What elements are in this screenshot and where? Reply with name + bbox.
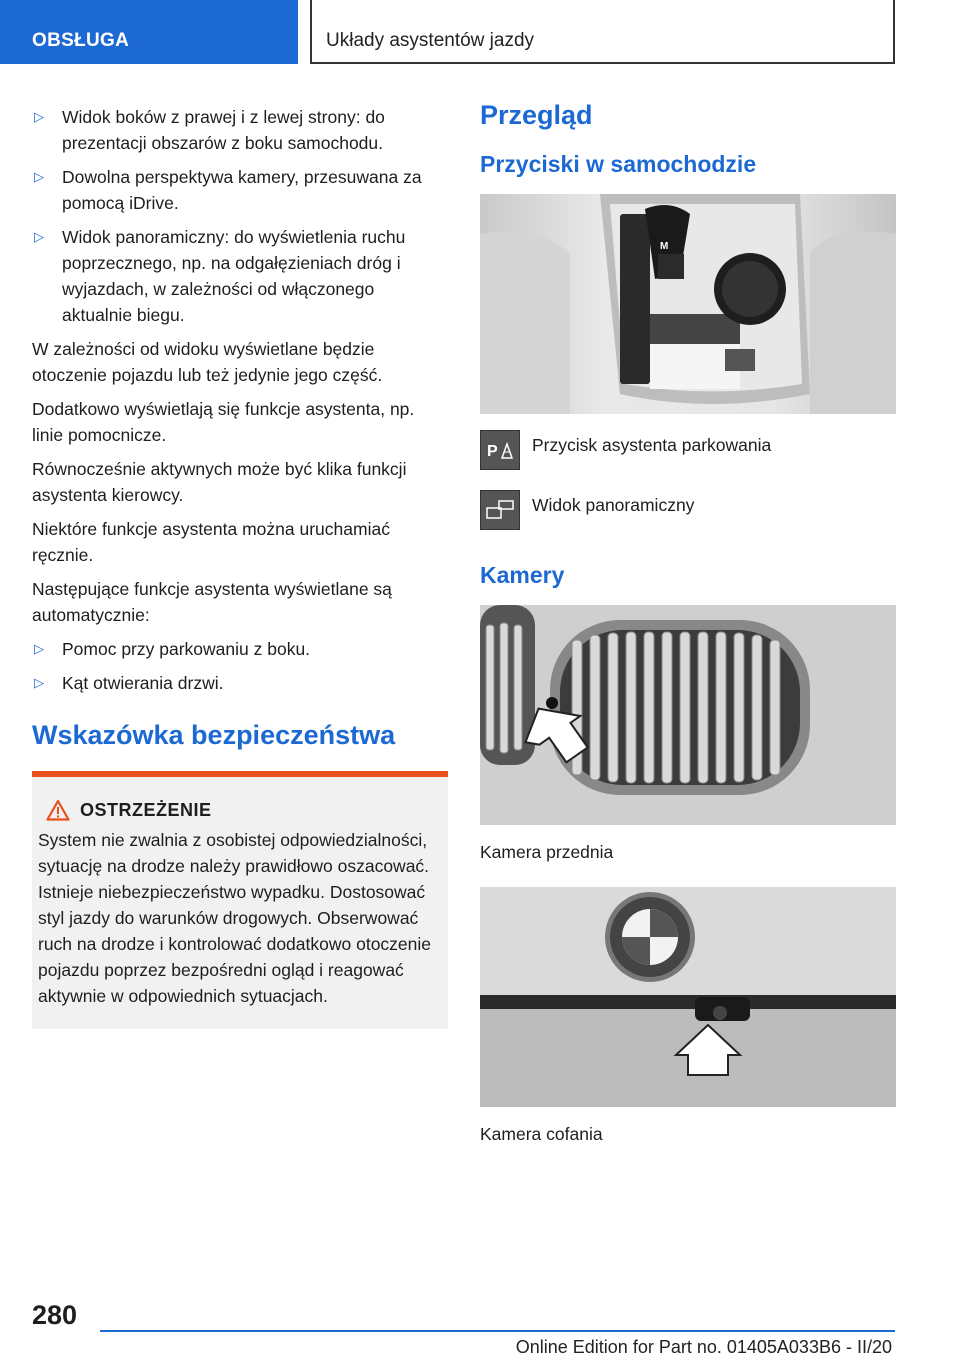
paragraph: Równocześnie aktywnych może być klika funkcji asystenta kierowcy. [32,459,407,505]
paragraph: Następujące funkcje asystenta wyświetlane są automatycznie: [32,579,392,625]
paragraph: Niektóre funkcje asystenta można uruchamiać ręcznie. [32,519,390,565]
legend-label: Widok panoramiczny [532,495,695,515]
right-column [480,100,896,1169]
triangle-bullet-icon: ▷ [34,109,44,124]
svg-text:P: P [487,443,498,460]
legend-row [480,430,896,470]
header-section-tab [0,0,298,64]
triangle-bullet-icon: ▷ [34,169,44,184]
list-item: ▷ Widok panoramiczny: do wyświetlenia ruchu poprzecznego, np. na odgałęzieniach dróg i wyjazdach, w zależności od włączonego aktualnie biegu. [32,224,448,328]
overview-heading: Przegląd [480,100,593,130]
footer-divider [100,1330,895,1332]
center-console-illustration [480,194,896,414]
panorama-view-icon [480,490,520,530]
buttons-heading: Przyciski w samochodzie [480,151,757,177]
triangle-bullet-icon: ▷ [34,675,44,690]
triangle-bullet-icon: ▷ [34,641,44,656]
list-item: ▷ Dowolna perspektywa kamery, przesuwana za pomocą iDrive. [32,164,448,216]
header-chapter-label: Układy asystentów jazdy [326,30,535,51]
list-item: ▷ Widok boków z prawej i z lewej strony: do prezentacji obszarów z boku samochodu. [32,104,448,156]
warning-box [32,771,448,1029]
safety-heading: Wskazówka bezpieczeństwa [32,720,396,750]
rear-camera-caption: Kamera cofania [480,1124,603,1144]
left-column [32,104,448,1029]
cameras-heading: Kamery [480,562,565,588]
header-section-label: OBSŁUGA [32,30,130,51]
warning-title: OSTRZEŻENIE [80,799,212,820]
paragraph: W zależności od widoku wyświetlane będzie otoczenie pojazdu lub też jedynie jego część. [32,339,383,385]
front-grille-illustration [480,605,896,825]
paragraph: Dodatkowo wyświetlają się funkcje asystenta, np. linie pomocnicze. [32,399,415,445]
console-image [480,194,896,414]
park-assist-icon [480,430,520,470]
warning-text: System nie zwalnia z osobistej odpowiedzialności, sytuację na drodze należy prawidłowo oszacować. Istnieje niebezpieczeństwo wypadku. Dostosować styl jazdy do warunków drogowych. Obserwować ruch na drodze i kontrolować dodatkowo otoczenie pojazdu poprzez bezpośredni ogląd i reagować aktywnie w odpowiednich sytuacjach. [38,830,432,1006]
warning-triangle-icon [46,799,70,821]
svg-text:M: M [660,241,669,252]
warning-header [38,799,442,821]
page-number: 280 [32,1300,78,1330]
rear-camera-image [480,887,896,1107]
rear-camera-illustration [480,887,896,1107]
list-item: ▷ Pomoc przy parkowaniu z boku. [32,636,448,662]
legend-row [480,490,896,530]
front-camera-image [480,605,896,825]
footer-edition: Online Edition for Part no. 01405A033B6 - II/20 [515,1337,892,1357]
header-chapter-box [310,0,895,64]
list-item: ▷ Kąt otwierania drzwi. [32,670,448,696]
triangle-bullet-icon: ▷ [34,229,44,244]
front-camera-caption: Kamera przednia [480,842,614,862]
legend-label: Przycisk asystenta parkowania [532,435,772,455]
